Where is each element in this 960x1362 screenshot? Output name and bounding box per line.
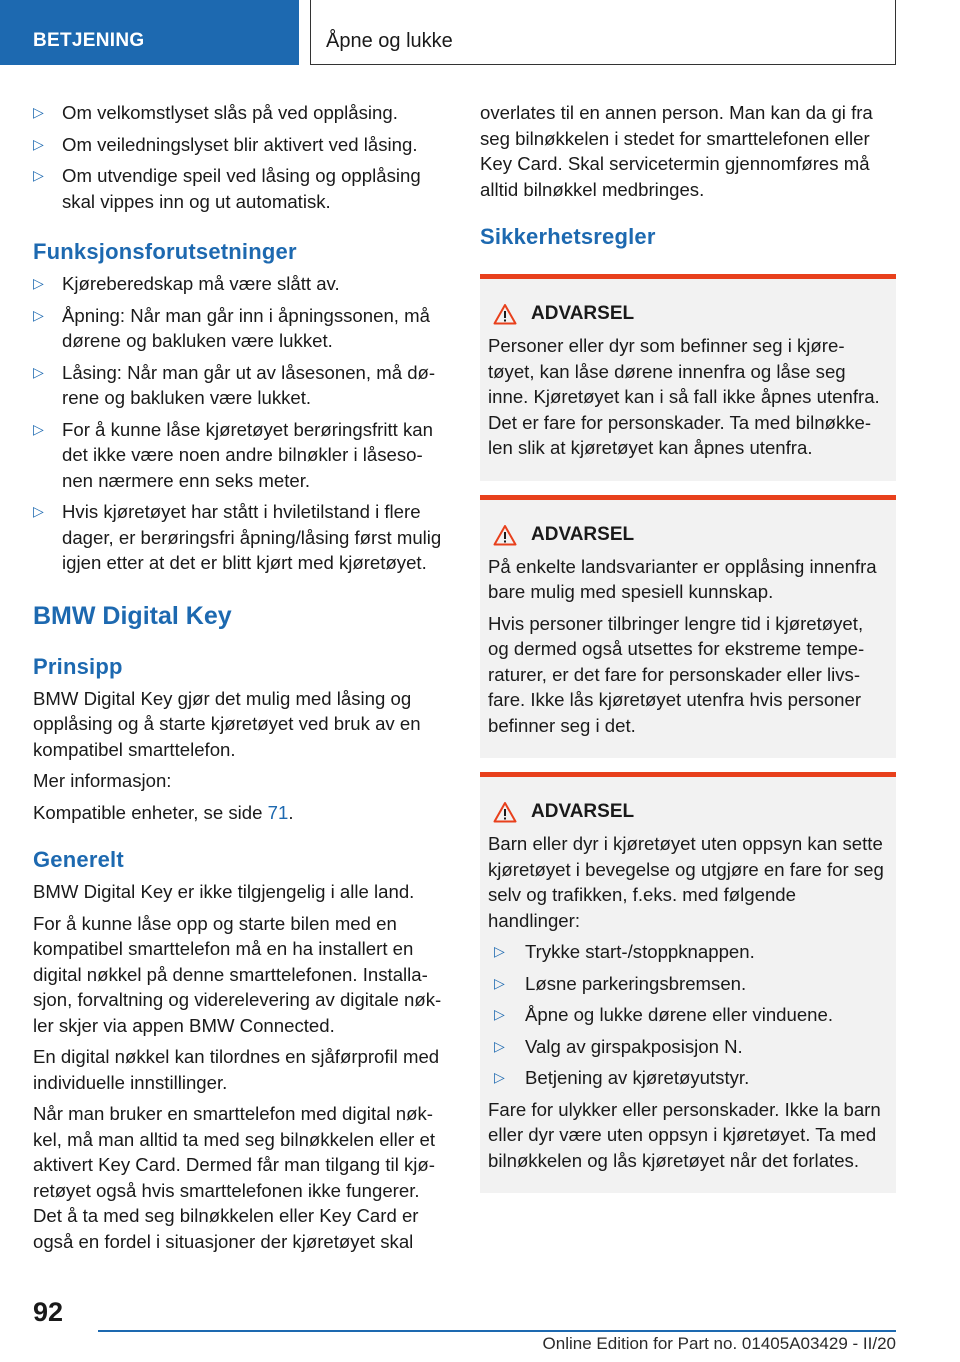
general-paragraph: Når man bruker en smarttelefon med digital nøk-kel, må man alltid ta med seg bilnøkkelen eller et aktivert Key Card. Dermed får man tilgang til kjø-retøyet også hvis smarttelefonen ikke fungerer. Det å ta med seg bilnøkkelen eller Key Card er også en fordel i situasjoner der kjøretøyet skal [33,1103,436,1252]
triangle-bullet-icon: ▷ [33,167,44,183]
list-item: ▷ For å kunne låse kjøretøyet berøringsfritt kan det ikke være noen andre bilnøkler i låseso-nen nærmere enn seks meter. [33,418,433,491]
triangle-bullet-icon: ▷ [33,135,44,152]
list-item: ▷ Åpning: Når man går inn i åpningssonen, må dørene og bakluken være lukket. [33,304,430,351]
list-item: ▷ Trykke start-/stoppknappen. [494,939,888,965]
triangle-bullet-icon: ▷ [494,974,505,991]
triangle-bullet-icon: ▷ [33,503,44,519]
triangle-bullet-icon: ▷ [33,420,44,437]
triangle-bullet-icon: ▷ [494,1006,505,1022]
safety-heading: Sikkerhetsregler [480,224,656,249]
right-column [480,100,896,1207]
warning-box [480,274,896,481]
general-heading: Generelt [33,847,124,872]
warning-text: Fare for ulykker eller personskader. Ikke la barn eller dyr være uten oppsyn i kjøretøyet. Ta med bilnøkkelen og lås kjøretøyet når det forlates. [488,1098,881,1171]
warning-title: ADVARSEL [531,523,635,545]
list-item: ▷ Låsing: Når man går ut av låsesonen, må dø-rene og bakluken være lukket. [33,361,436,408]
list-item: ▷ Kjøreberedskap må være slått av. [33,271,447,297]
list-item: ▷ Om utvendige speil ved låsing og opplåsing skal vippes inn og ut automatisk. [33,165,421,212]
triangle-bullet-icon: ▷ [494,943,505,959]
page-link[interactable]: 71 [267,801,289,823]
prereq-heading: Funksjonsforutsetninger [33,239,297,264]
triangle-bullet-icon: ▷ [494,1069,505,1085]
triangle-bullet-icon: ▷ [33,275,44,291]
prereq-bullet-list [33,271,447,576]
warning-triangle-icon [493,303,517,325]
warning-text: Barn eller dyr i kjøretøyet uten oppsyn kan sette kjøretøyet i bevegelse og utgjøre en fare for seg selv og trafikken, f.eks. med følgende handlinger: [488,833,884,931]
triangle-bullet-icon: ▷ [494,1037,505,1054]
warning-title: ADVARSEL [531,801,635,823]
principle-paragraph: Mer informasjon: [33,770,172,791]
warning-title: ADVARSEL [531,303,635,325]
triangle-bullet-icon: ▷ [33,306,44,323]
general-paragraph: For å kunne låse opp og starte bilen med en kompatibel smarttelefon må en ha installert en digital nøkkel på denne smarttelefonen. Installa-sjon, forvaltning og viderelevering av digitale nøk-ler skjer via appen BMW Connected. [33,912,442,1036]
general-paragraph: BMW Digital Key er ikke tilgjengelig i alle land. [33,881,415,902]
compatible-devices-reference: Kompatible enheter, se side 71. [33,801,294,823]
principle-paragraph: BMW Digital Key gjør det mulig med låsing og opplåsing og å starte kjøretøyet ved bruk av en kompatibel smarttelefon. [33,687,421,760]
intro-bullet-list [33,100,447,214]
chapter-title: Åpne og lukke [310,0,896,65]
continued-paragraph: overlates til en annen person. Man kan da gi fra seg bilnøkkelen i stedet for smarttelefonen eller Key Card. Skal servicetermin gjennomføres må alltid bilnøkkel medbringes. [480,102,873,200]
warning-triangle-icon [493,801,517,823]
principle-heading: Prinsipp [33,653,123,679]
triangle-bullet-icon: ▷ [33,104,44,120]
list-item: ▷ Om velkomstlyset slås på ved opplåsing. [33,100,447,126]
list-item: ▷ Om veiledningslyset blir aktivert ved låsing. [33,132,447,158]
section-tab: BETJENING [0,0,299,65]
warning-text: Hvis personer tilbringer lengre tid i kjøretøyet, og dermed også utsettes for ekstreme tempe-raturer, er det fare for personskader eller livs-fare. Ikke lås kjøretøyet utenfra hvis personer befinner seg i det. [488,612,865,736]
footer-rule [98,1330,896,1332]
warning-box [480,772,896,1193]
edition-footer: Online Edition for Part no. 01405A03429 - II/20 [542,1334,896,1353]
warning-text: På enkelte landsvarianter er opplåsing innenfra bare mulig med spesiell kunnskap. [488,555,877,602]
general-paragraph: En digital nøkkel kan tilordnes en sjåførprofil med individuelle innstillinger. [33,1046,440,1093]
list-item: ▷ Åpne og lukke dørene eller vinduene. [494,1002,888,1028]
warning-text: Personer eller dyr som befinner seg i kjøre-tøyet, kan låse dørene innenfra og låse seg inne. Kjøretøyet kan i så fall ikke åpnes utenfra. Det er fare for personskader. Ta med bilnøkke-len slik at kjøretøyet kan åpnes utenfra. [488,335,880,458]
warning-box [480,495,896,759]
triangle-bullet-icon: ▷ [33,363,44,380]
list-item: ▷ Valg av girspakposisjon N. [494,1034,888,1060]
warning-bullet-list [494,939,888,1091]
list-item: ▷ Hvis kjøretøyet har stått i hviletilstand i flere dager, er berøringsfri åpning/låsing først mulig igjen etter at det er blitt kjørt med kjøretøyet. [33,501,442,573]
left-column [33,100,447,1260]
digital-key-heading: BMW Digital Key [33,601,232,630]
warning-triangle-icon [493,524,517,546]
list-item: ▷ Løsne parkeringsbremsen. [494,971,888,997]
list-item: ▷ Betjening av kjøretøyutstyr. [494,1065,888,1091]
page-number: 92 [33,1297,64,1327]
